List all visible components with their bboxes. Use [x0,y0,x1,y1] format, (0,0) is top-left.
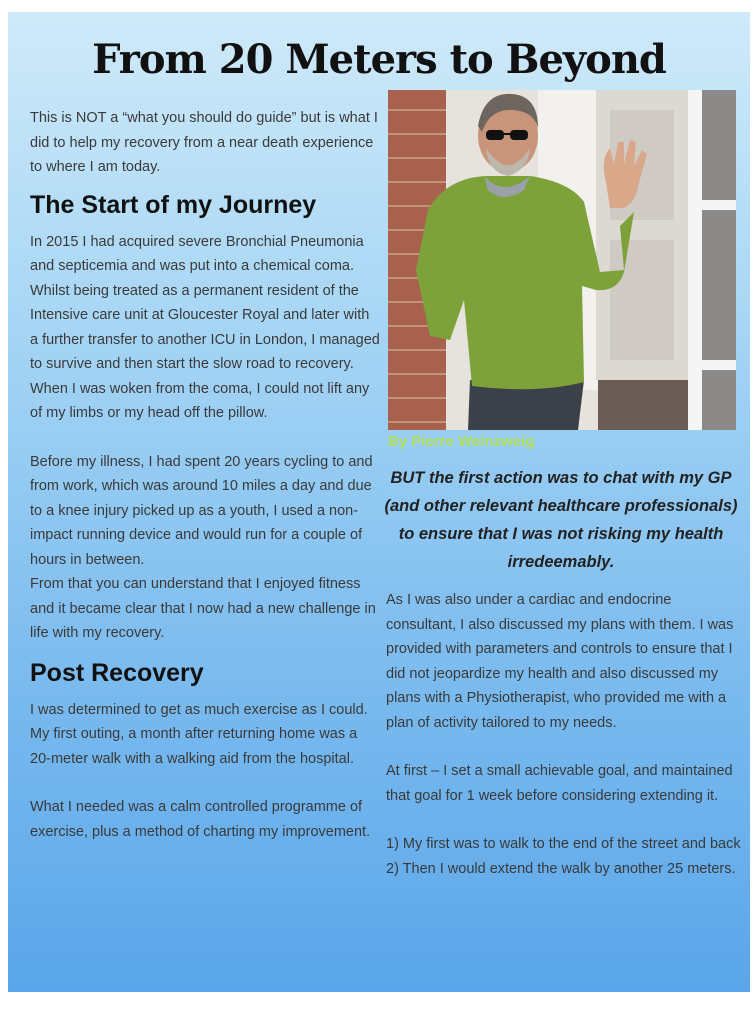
section-heading-journey: The Start of my Journey [30,190,317,219]
journey-paragraph-2: Before my illness, I had spent 20 years cycling to and from work, which was around 10 miles a day and due to a knee injury picked up as a youth, I used a non-impact running device and would run for a couple of hours in between. [30,453,373,568]
author-byline: By Pierre Weinzweig [388,433,535,450]
recovery-paragraph-1: I was determined to get as much exercise as I could. My first outing, a month after returning home was a 20-meter walk with a walking aid from the hospital. [30,701,368,767]
right-paragraph-2: At first – I set a small achievable goal, and maintained that goal for 1 week before considering extending it. [386,763,733,804]
newsletter-page [8,12,750,992]
callout-quote: BUT the first action was to chat with my GP (and other relevant healthcare professionals) to ensure that I was not risking my health irredeemably. [384,469,738,571]
section-heading-recovery: Post Recovery [30,658,204,687]
right-paragraph-1: As I was also under a cardiac and endocrine consultant, I also discussed my plans with them. I was provided with parameters and controls to ensure that I did not jeopardize my health and also discussed my plans with a Physiotherapist, who provided me with a plan of activity tailored to my needs. [386,592,734,731]
intro-paragraph: This is NOT a “what you should do guide” but is what I did to help my recovery from a near death experience to where I am today. [30,110,378,175]
list-item-2: 2) Then I would extend the walk by another 25 meters. [386,860,736,877]
man-waving-photo [388,90,736,430]
journey-paragraph-3: From that you can understand that I enjoyed fitness and it became clear that I now had a new challenge in life with my recovery. [30,576,376,641]
recovery-paragraph-2: What I needed was a calm controlled programme of exercise, plus a method of charting my improvement. [30,799,371,840]
journey-paragraph-1: In 2015 I had acquired severe Bronchial Pneumonia and septicemia and was put into a chemical coma. Whilst being treated as a permanent resident of the Intensive care unit at Gloucester Royal and later with a further transfer to another ICU in London, I managed to survive and then start the slow road to recovery. When I was woken from the coma, I could not lift any of my limbs or my head off the pillow. [30,233,380,421]
list-item-1: 1) My first was to walk to the end of the street and back [386,836,741,852]
right-column [386,588,742,881]
left-column [30,106,380,844]
photo-illustration [388,90,736,430]
page-title: From 20 Meters to Beyond [92,36,666,83]
